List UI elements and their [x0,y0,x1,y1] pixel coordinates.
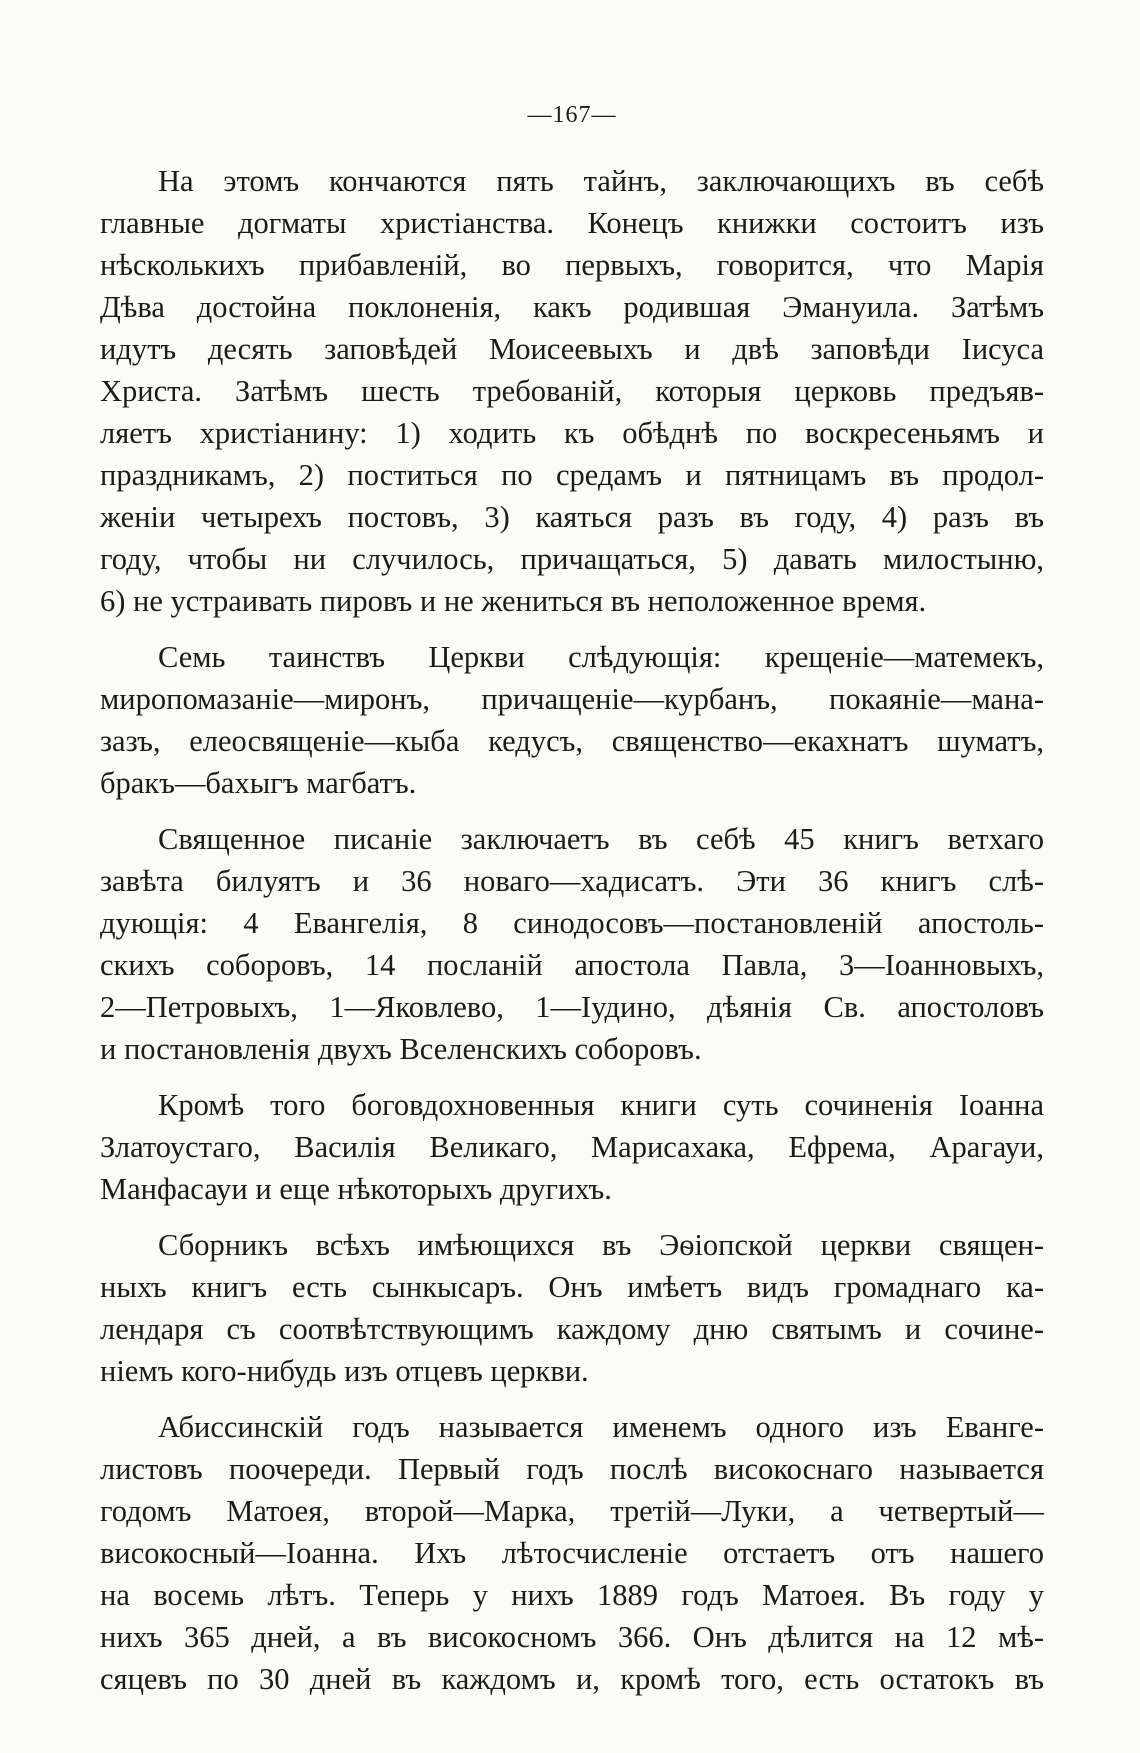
text-line: идутъ десять заповѣдей Моисеевыхъ и двѣ заповѣди Іисуса [100,332,1044,366]
paragraph-1 [100,160,1044,622]
text-line: Христа. Затѣмъ шесть требованій, которыя церковь предъяв- [100,374,1044,408]
text-line: Кромѣ того боговдохновенныя книги суть сочиненія Іоанна [158,1088,1044,1122]
paragraph-3 [100,818,1044,1070]
text-line: Сборникъ всѣхъ имѣющихся въ Эѳіопской церкви священ- [158,1228,1044,1262]
text-line: зазъ, елеосвященіе—кыба кедусъ, священство—екахнатъ шуматъ, [100,724,1044,758]
text-line: годомъ Матоея, второй—Марка, третій—Луки, а четвертый— [100,1494,1044,1528]
text-line: бракъ—бахыгъ магбатъ. [100,766,417,800]
text-line: завѣта билуятъ и 36 новаго—хадисатъ. Эти 36 книгъ слѣ- [100,864,1044,898]
text-line: 6) не устраивать пировъ и не жениться въ неположенное время. [100,584,927,618]
text-line: Абиссинскій годъ называется именемъ одного изъ Еванге- [158,1410,1044,1444]
text-line: високосный—Іоанна. Ихъ лѣтосчисленіе отстаетъ отъ нашего [100,1536,1044,1570]
text-line: Семь таинствъ Церкви слѣдующія: крещеніе—матемекъ, [158,640,1044,674]
text-line: праздникамъ, 2) поститься по средамъ и пятницамъ въ продол- [100,458,1044,492]
paragraph-4 [100,1084,1044,1210]
text-line: Дѣва достойна поклоненія, какъ родившая Эмануила. Затѣмъ [100,290,1044,324]
text-line: Священное писаніе заключаетъ въ себѣ 45 книгъ ветхаго [158,822,1044,856]
text-line: ляетъ христіанину: 1) ходить къ обѣднѣ по воскресеньямъ и [100,416,1044,450]
text-line: году, чтобы ни случилось, причащаться, 5) давать милостыню, [100,542,1044,576]
paragraph-5 [100,1224,1044,1392]
text-line: лендаря съ соотвѣтствующимъ каждому дню святымъ и сочине- [100,1312,1044,1346]
text-line: Златоустаго, Василія Великаго, Марисахака, Ефрема, Арагауи, [100,1130,1044,1164]
text-line: миропомазаніе—миронъ, причащеніе—курбанъ, покаяніе—мана- [100,682,1044,716]
text-line: на восемь лѣтъ. Теперь у нихъ 1889 годъ Матоея. Въ году у [100,1578,1044,1612]
text-line: листовъ поочереди. Первый годъ послѣ високоснаго называется [100,1452,1044,1486]
text-line: Манфасауи и еще нѣкоторыхъ другихъ. [100,1172,612,1206]
text-line: главные догматы христіанства. Конецъ книжки состоитъ изъ [100,206,1044,240]
text-line: женіи четырехъ постовъ, 3) каяться разъ въ году, 4) разъ въ [100,500,1044,534]
text-line: сяцевъ по 30 дней въ каждомъ и, кромѣ того, есть остатокъ въ [100,1662,1044,1696]
text-line: скихъ соборовъ, 14 посланій апостола Павла, 3—Іоанновыхъ, [100,948,1044,982]
text-line: ныхъ книгъ есть сынкысаръ. Онъ имѣетъ видъ громаднаго ка- [100,1270,1044,1304]
book-page [100,100,1044,1700]
paragraph-2 [100,636,1044,804]
text-line: дующія: 4 Евангелія, 8 синодосовъ—постановленій апостоль- [100,906,1044,940]
page-number: —167— [527,102,617,128]
text-line: ніемъ кого-нибудь изъ отцевъ церкви. [100,1354,589,1388]
text-line: На этомъ кончаются пять тайнъ, заключающихъ въ себѣ [158,164,1044,198]
text-line: 2—Петровыхъ, 1—Яковлево, 1—Іудино, дѣянія Св. апостоловъ [100,990,1044,1024]
paragraph-6 [100,1406,1044,1700]
text-line: и постановленія двухъ Вселенскихъ соборовъ. [100,1032,702,1066]
text-line: нихъ 365 дней, а въ високосномъ 366. Онъ дѣлится на 12 мѣ- [100,1620,1044,1654]
text-line: нѣсколькихъ прибавленій, во первыхъ, говорится, что Марія [100,248,1044,282]
